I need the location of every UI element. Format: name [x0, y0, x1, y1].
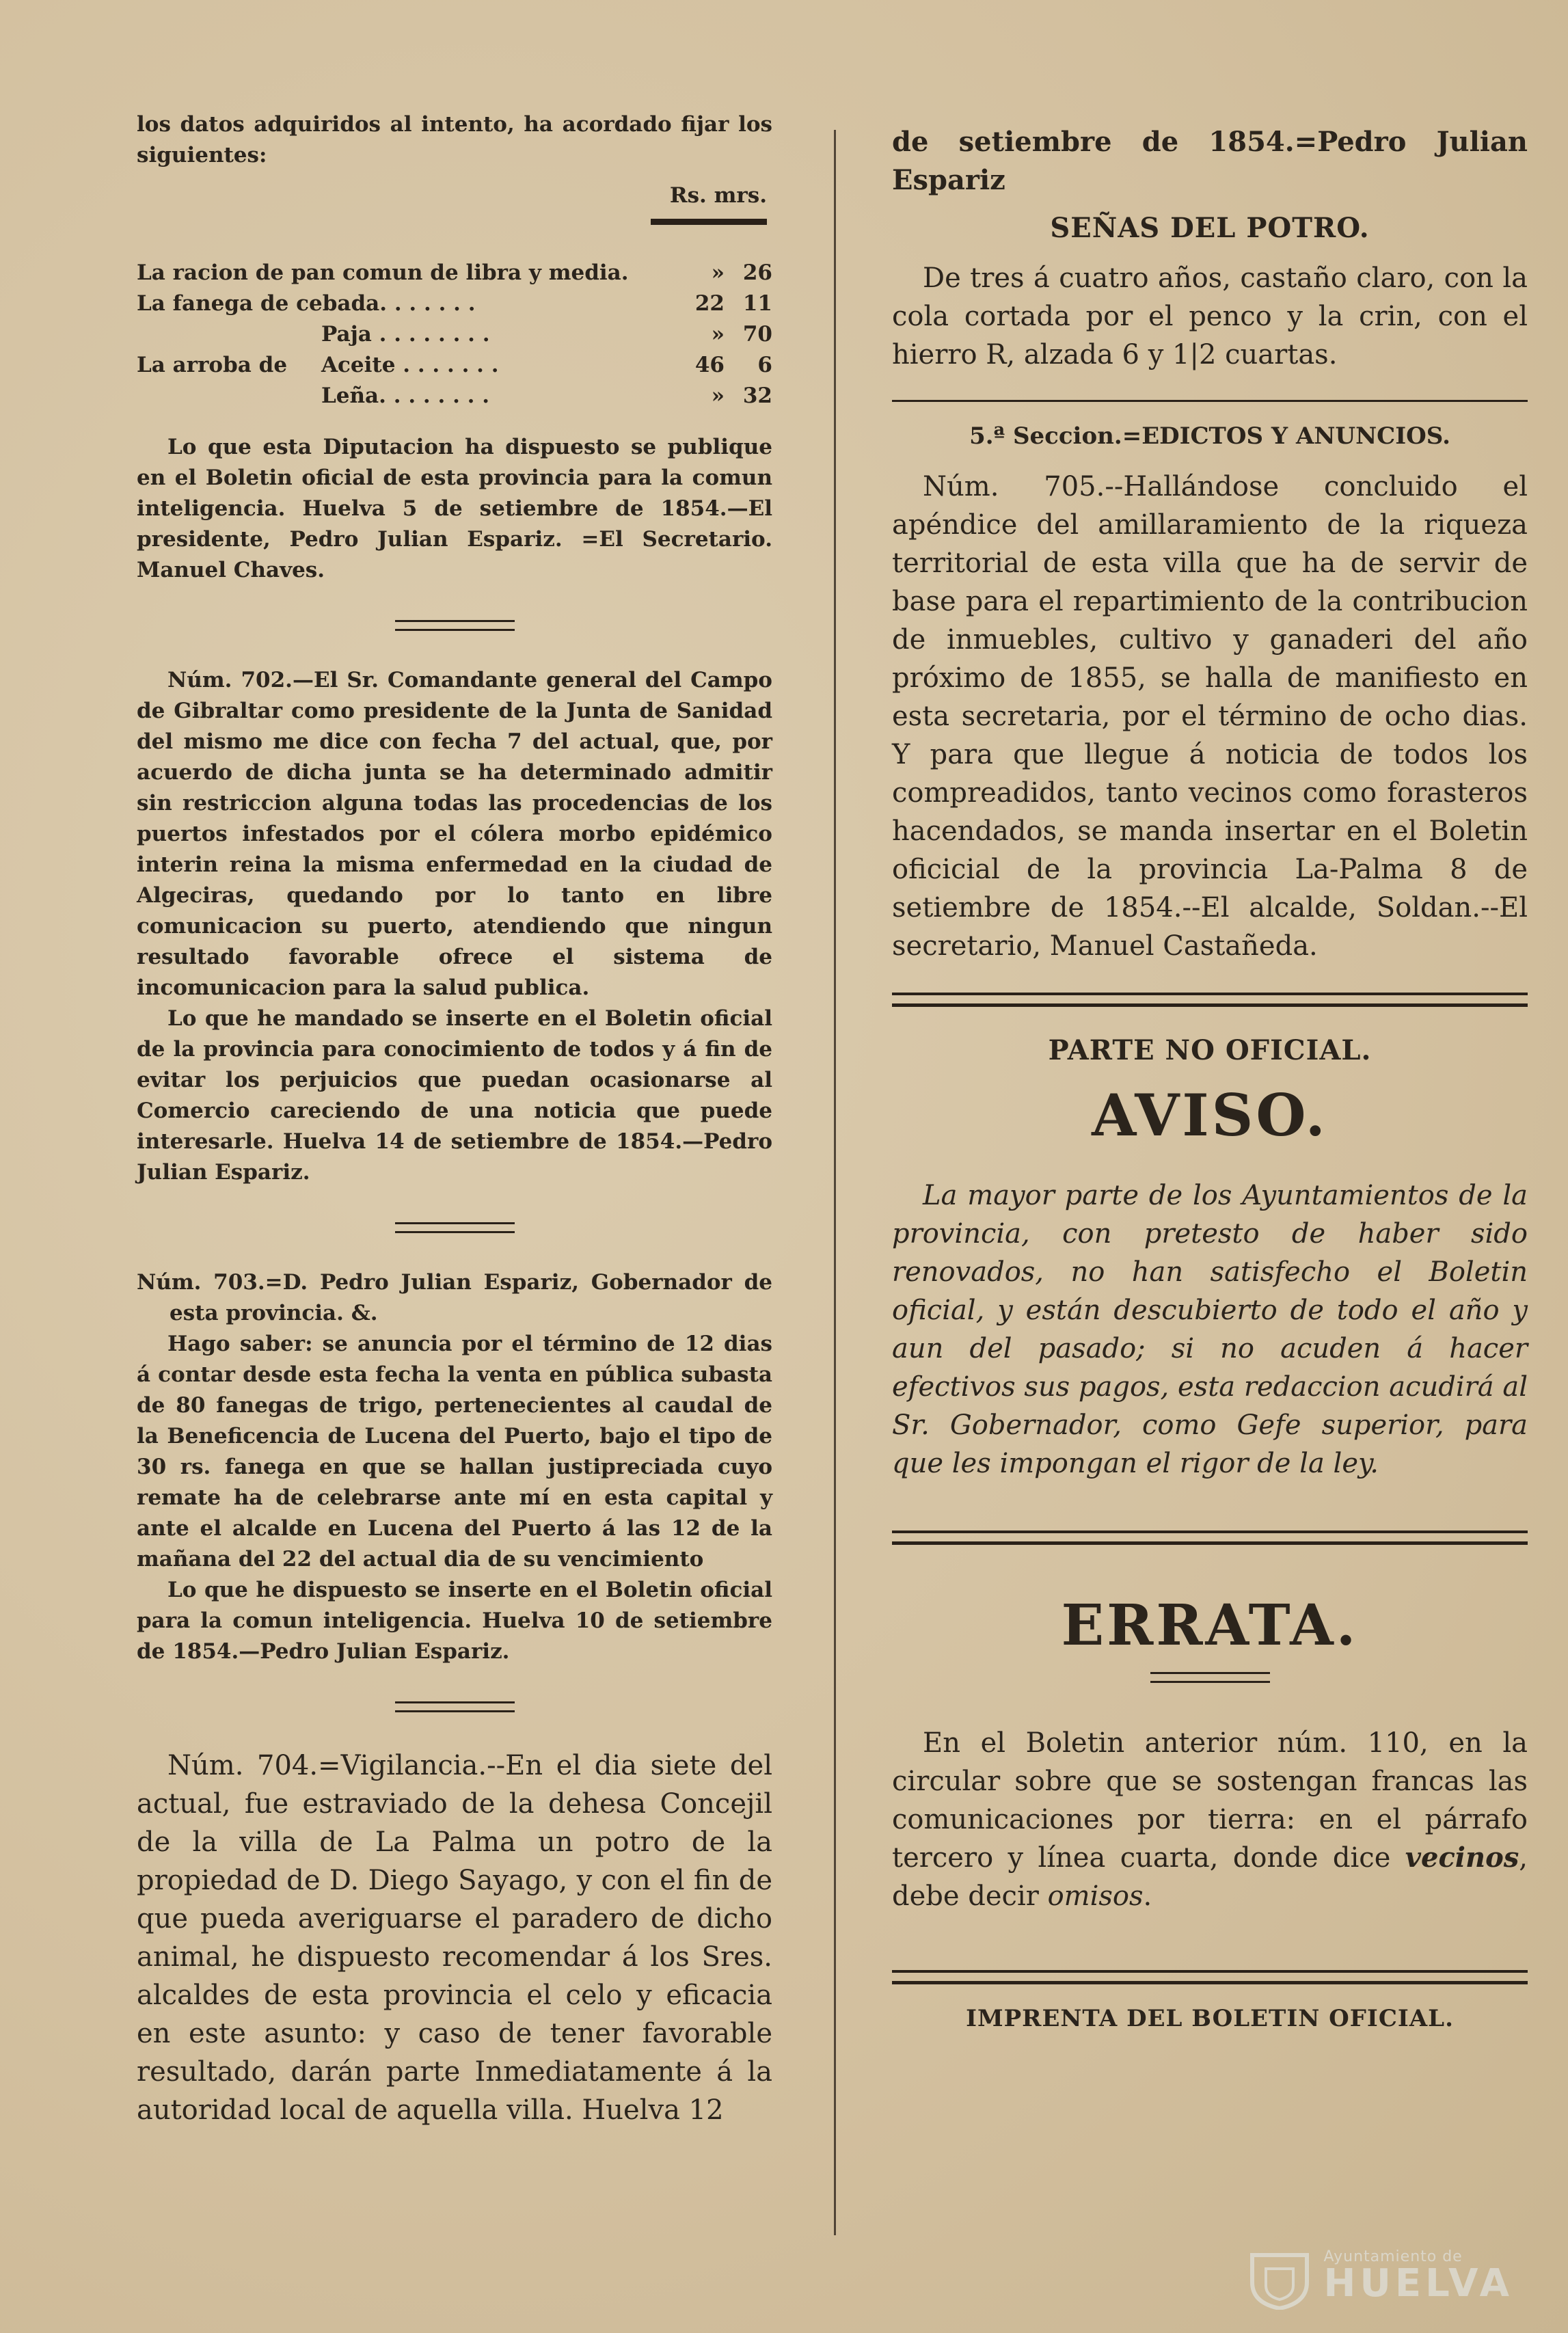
section-rule-double	[892, 993, 1528, 1007]
notice-702-body: Núm. 702.—El Sr. Comandante general del Campo de Gibraltar como presidente de la Junta de Sanidad del mismo me dice con fecha 7 del actual, que, por acuerdo de dicha junta se ha determinado admitir sin restriccion alguna todas las procedencias de los puertos infestados por el cólera morbo epidémico interin reina la misma enfermedad en la ciudad de Algeciras, quedando por lo tanto en libre comunicacion su puerto, atendiendo que ningun resultado favorable ofrece el sistema de incomunicacion para la salud publica.	[137, 668, 772, 1000]
price-label: La fanega de cebada. . . . . . .	[137, 291, 476, 316]
printer-footer: IMPRENTA DEL BOLETIN OFICIAL.	[966, 2005, 1454, 2032]
errata-body	[892, 1724, 1528, 1915]
errata-text-start: En el Boletin anterior núm. 110, en la circular sobre que se sostengan francas las comunicaciones por tierra: en el párrafo tercero y línea cuarta, donde dice	[892, 1727, 1528, 1874]
section-5-heading: 5.ª Seccion.=EDICTOS Y ANUNCIOS.	[969, 422, 1450, 450]
senas-heading: SEÑAS DEL POTRO.	[1050, 212, 1370, 244]
senas-description: De tres á cuatro años, castaño claro, con la cola cortada por el penco y la crin, con el hierro R, alzada 6 y 1|2 cuartas.	[892, 262, 1528, 370]
errata-title: ERRATA.	[1061, 1593, 1359, 1658]
city-hall-watermark	[1245, 2248, 1513, 2306]
notice-705-body: Núm. 705.--Hallándose concluido el apéndice del amillaramiento de la riqueza territorial de esta villa que ha de servir de base para el repartimiento de la contribucion de inmuebles, cultivo y ganaderi del año próximo de 1855, se halla de manifiesto en esta secretaria, por el término de ocho dias. Y para que llegue á noticia de todos los compreadidos, tanto vecinos como forasteros hacendados, se manda insertar en el Boletin oficicial de la provincia La-Palma 8 de setiembre de 1854.--El alcalde, Soldan.--El secretario, Manuel Castañeda.	[892, 471, 1528, 962]
notice-703-body: Hago saber: se anuncia por el término de 12 dias á contar desde esta fecha la venta en pública subasta de 80 fanegas de trigo, pertenecientes al caudal de la Beneficencia de Lucena del Puerto, bajo el tipo de 30 rs. fanega en que se hallan justipreciada cuyo remate ha de celebrarse ante mí en esta capital y ante el alcalde en Lucena del Puerto á las 12 de la mañana del 22 del actual dia de su vencimiento	[137, 1332, 772, 1572]
price-table	[137, 258, 772, 412]
errata-separator	[1150, 1672, 1270, 1683]
watermark-line2: HUELVA	[1323, 2261, 1513, 2306]
column-divider	[834, 130, 836, 2235]
city-hall-shield-icon	[1245, 2248, 1314, 2310]
price-label: Leña. . . . . . . .	[321, 383, 490, 408]
price-label: La racion de pan comun de libra y media.	[137, 260, 629, 285]
price-rs: »	[711, 383, 725, 408]
section-separator	[395, 1222, 515, 1233]
errata-text-mid: , debe decir	[892, 1842, 1528, 1912]
section-separator	[395, 620, 515, 631]
aviso-body: La mayor parte de los Ayuntamientos de la provincia, con pretesto de haber sido renovados, no han satisfecho el Boletin oficial, y están descubierto de todo el año y aun del pasado; si no acuden á hacer efectivos sus pagos, esta redaccion acudirá al Sr. Gobernador, como Gefe superior, para que les impongan el rigor de la ley.	[892, 1180, 1528, 1479]
notice-703-closing: Lo que he dispuesto se inserte en el Boletin oficial para la comun inteligencia. Huelva 10 de setiembre de 1854.—Pedro Julian Espariz.	[137, 1578, 772, 1664]
price-row	[137, 350, 772, 381]
price-mrs: 6	[757, 353, 772, 377]
aviso-title: AVISO.	[1092, 1081, 1328, 1149]
footer-rule	[892, 1970, 1528, 1984]
section-separator	[395, 1701, 515, 1712]
price-rs: »	[711, 322, 725, 347]
price-mrs: 70	[742, 322, 772, 347]
watermark-line1: Ayuntamiento de	[1323, 2248, 1463, 2265]
notice-704-body: Núm. 704.=Vigilancia.--En el dia siete del actual, fue estraviado de la dehesa Concejil de la villa de La Palma un potro de la propiedad de D. Diego Sayago, y con el fin de que pueda averiguarse el paradero de dicho animal, he dispuesto recomendar á los Sres. alcaldes de esta provincia el celo y eficacia en este asunto: y caso de tener favorable resultado, darán parte Inmediatamente á la autoridad local de aquella villa. Huelva 12	[137, 1750, 772, 2126]
price-label: Aceite . . . . . . .	[321, 353, 499, 377]
errata-text-end: .	[1143, 1880, 1152, 1912]
notice-704-continuation: de setiembre de 1854.=Pedro Julian Espariz	[892, 126, 1528, 196]
right-column	[892, 123, 1528, 2032]
parte-no-oficial-heading: PARTE NO OFICIAL.	[1048, 1034, 1372, 1066]
currency-header: Rs. mrs.	[669, 183, 767, 208]
left-column	[137, 109, 772, 2129]
price-rs: »	[711, 260, 725, 285]
price-row	[137, 258, 772, 288]
errata-word-vecinos: vecinos	[1405, 1842, 1519, 1874]
diputacion-notice: Lo que esta Diputacion ha dispuesto se publique en el Boletin oficial de esta provincia para la comun inteligencia. Huelva 5 de setiembre de 1854.—El presidente, Pedro Julian Espariz. =El Secretario. Manuel Chaves.	[137, 435, 772, 582]
price-mrs: 32	[742, 383, 772, 408]
price-row	[137, 381, 772, 412]
price-rs: 46	[694, 353, 725, 377]
price-rs: 22	[694, 291, 725, 316]
section-rule	[892, 400, 1528, 402]
price-group-label: La arroba de	[137, 353, 288, 377]
price-row	[137, 288, 772, 319]
notice-702-closing: Lo que he mandado se inserte en el Boletin oficial de la provincia para conocimiento de todos y á fin de evitar los perjuicios que puedan ocasionarse al Comercio careciendo de una noticia que puede interesarle. Huelva 14 de setiembre de 1854.—Pedro Julian Espariz.	[137, 1006, 772, 1185]
errata-word-omisos: omisos	[1047, 1880, 1144, 1912]
section-rule-double	[892, 1530, 1528, 1545]
intro-text: los datos adquiridos al intento, ha acordado fijar los siguientes:	[137, 112, 772, 167]
notice-703-header: Núm. 703.=D. Pedro Julian Espariz, Gobernador de esta provincia. &.	[137, 1270, 772, 1325]
price-mrs: 11	[742, 291, 772, 316]
price-row	[137, 319, 772, 350]
price-mrs: 26	[742, 260, 772, 285]
price-label: Paja . . . . . . . .	[321, 322, 490, 347]
header-rule	[651, 219, 767, 225]
